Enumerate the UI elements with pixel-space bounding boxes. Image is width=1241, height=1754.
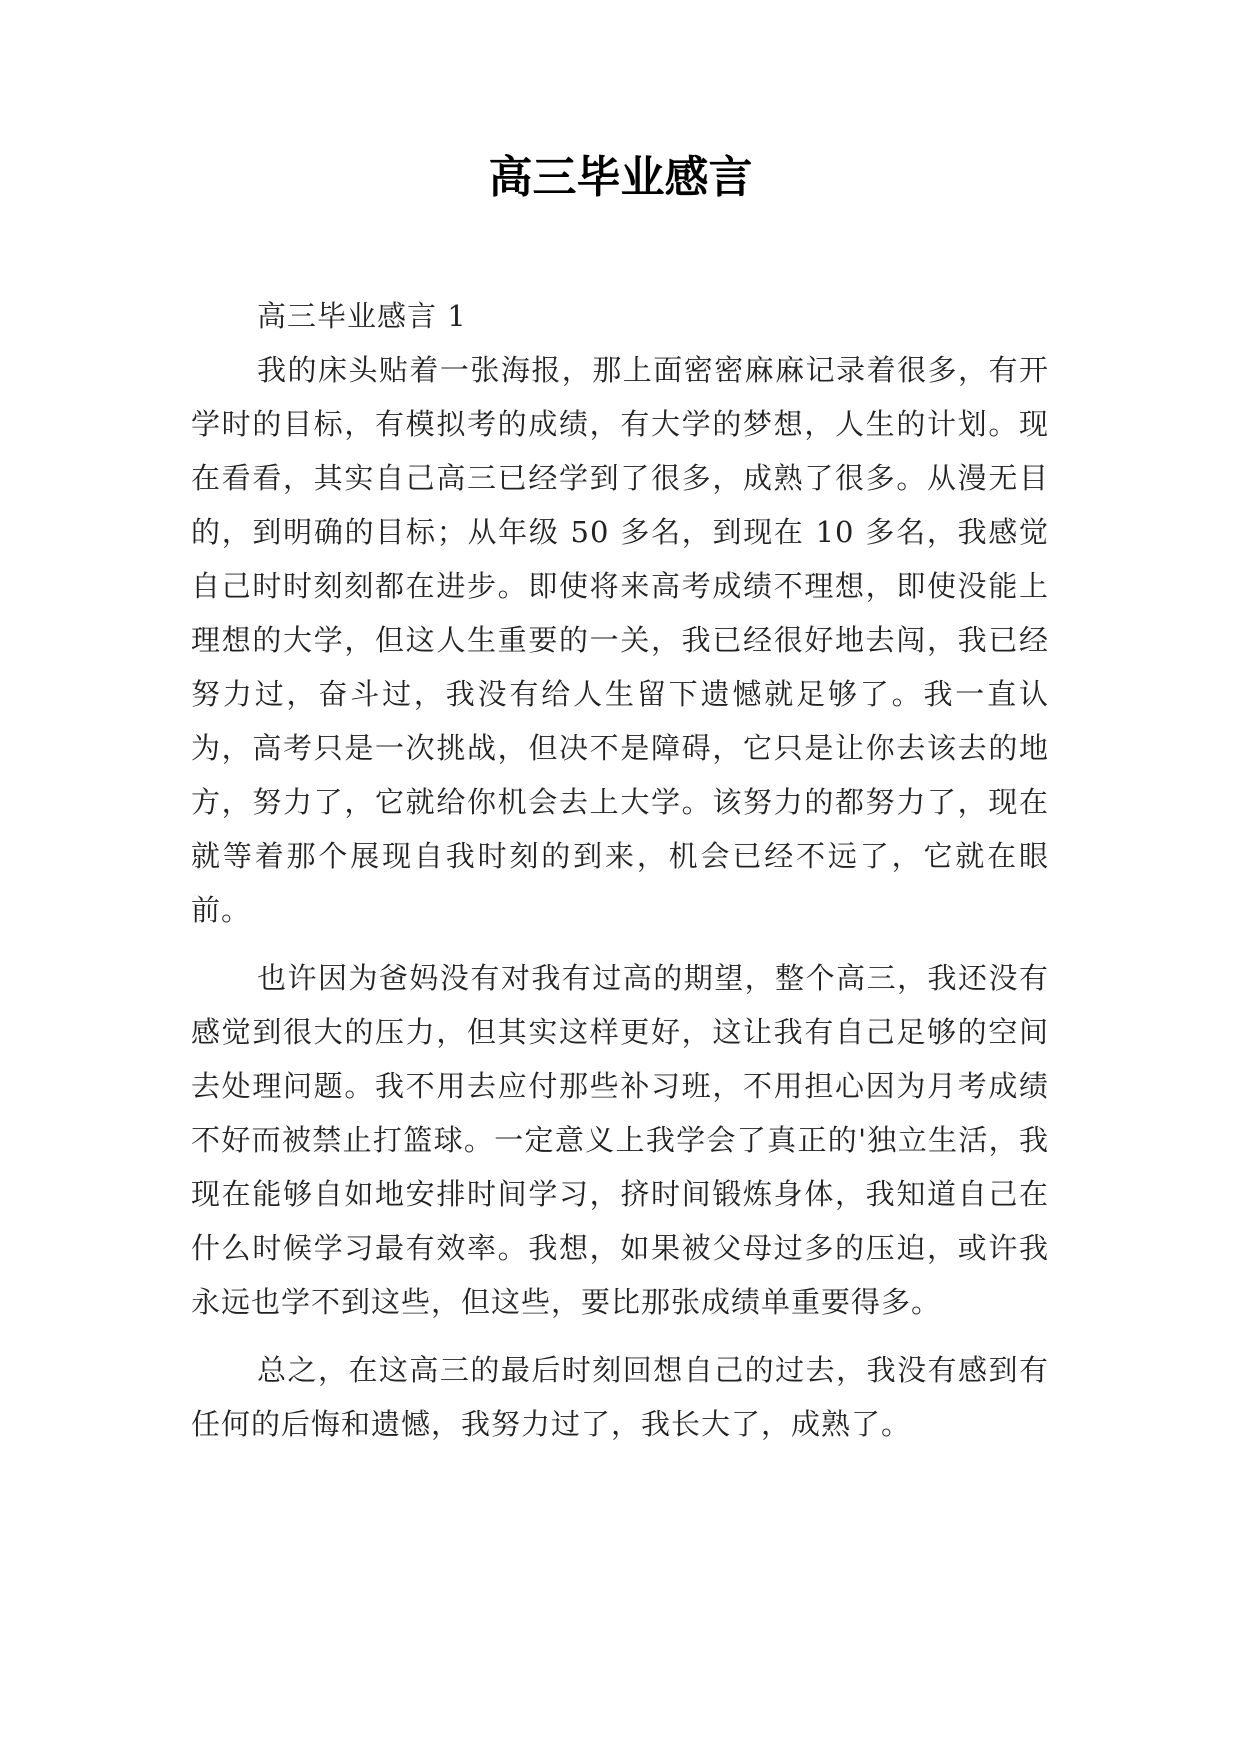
section-heading: 高三毕业感言 1 [257, 299, 467, 333]
paragraph-1: 我的床头贴着一张海报，那上面密密麻麻记录着很多，有开学时的目标，有模拟考的成绩，有大学的梦想，人生的计划。现在看看，其实自己高三已经学到了很多，成熟了很多。从漫无目的，到明确的目标；从年级 50 多名，到现在 10 多名，我感觉自己时时刻刻都在进步。即使将来高考成绩不理想，即使没能上理想的大学，但这人生重要的一关，我已经很好地去闯，我已经努力过，奋斗过，我没有给人生留下遗憾就足够了。我一直认为，高考只是一次挑战，但决不是障碍，它只是让你去该去的地方，努力了，它就给你机会去上大学。该努力的都努力了，现在就等着那个展现自我时刻的到来，机会已经不远了，它就在眼前。 [191, 353, 1049, 927]
paragraph-2: 也许因为爸妈没有对我有过高的期望，整个高三，我还没有感觉到很大的压力，但其实这样更好，这让我有自己足够的空间去处理问题。我不用去应付那些补习班，不用担心因为月考成绩不好而被禁止打篮球。一定意义上我学会了真正的'独立生活，我现在能够自如地安排时间学习，挤时间锻炼身体，我知道自己在什么时候学习最有效率。我想，如果被父母过多的压迫，或许我永远也学不到这些，但这些，要比那张成绩单重要得多。 [191, 961, 1049, 1319]
paragraph-3: 总之，在这高三的最后时刻回想自己的过去，我没有感到有任何的后悔和遗憾，我努力过了，我长大了，成熟了。 [191, 1353, 1049, 1441]
document-title: 高三毕业感言 [488, 152, 753, 203]
document-body [191, 289, 1049, 1451]
